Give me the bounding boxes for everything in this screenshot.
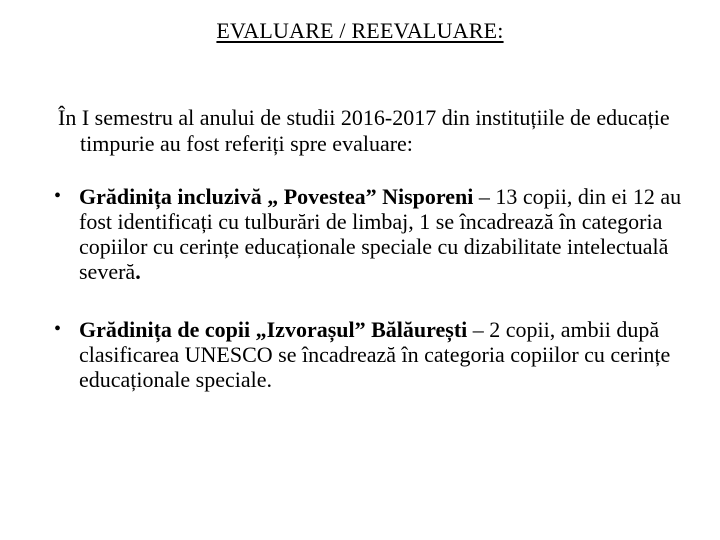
bullet-text: – 2 copii, ambii după clasificarea UNESCO se încadrează în categoria copiilor cu cerințe educaționale speciale.: [79, 317, 671, 392]
bullet-end: .: [135, 259, 141, 284]
kindergarten-name: Grădinița de copii „Izvorașul” Bălăurești: [79, 317, 468, 342]
bullet-item-balauresti: [50, 317, 690, 392]
bullet-marker-icon: •: [54, 185, 62, 207]
kindergarten-name: Grădinița incluzivă „ Povestea” Nisporeni: [79, 184, 474, 209]
slide-title: EVALUARE / REEVALUARE:: [216, 18, 504, 43]
bullet-text: – 13 copii, din ei 12 au fost identificați cu tulburări de limbaj, 1 se încadrează în categoria copiilor cu cerințe educaționale speciale cu dizabilitate intelectuală severă: [79, 184, 682, 284]
intro-paragraph: În I semestru al anului de studii 2016-2017 din instituțiile de educație timpurie au fost referiți spre evaluare:: [58, 105, 670, 156]
bullet-marker-icon: •: [54, 318, 62, 340]
bullet-item-nisporeni: [50, 184, 690, 284]
bullet-list: [50, 184, 690, 425]
